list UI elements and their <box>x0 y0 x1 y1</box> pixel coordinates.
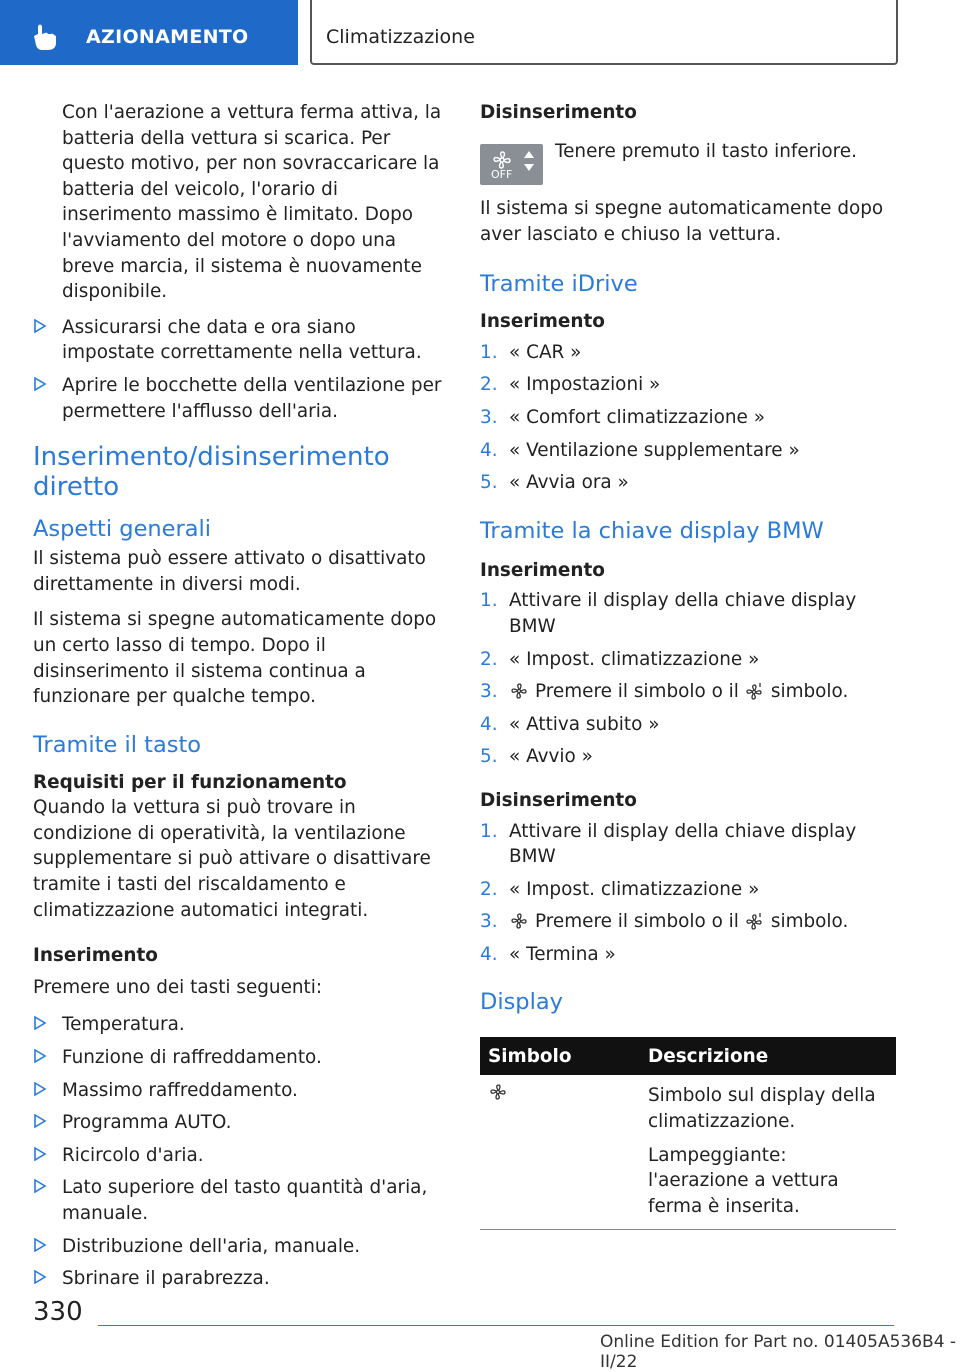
off-key-label: OFF <box>491 168 513 181</box>
idrive-on-heading: Inserimento <box>480 311 605 333</box>
list-item: 5. « Avvio » <box>480 746 593 768</box>
fan-icon <box>509 682 529 700</box>
subsection-heading: Tramite il tasto <box>33 731 202 758</box>
triangle-bullet-icon <box>33 1270 47 1284</box>
list-item: Temperatura. <box>33 1012 451 1038</box>
list-item: 1. Attivare il display della chiave display BMW <box>480 820 857 868</box>
list-item: 3. Premere il simbolo o il simbolo. <box>480 681 849 703</box>
table-header-description: Descrizione <box>640 1037 896 1075</box>
list-item: 2. « Impostazioni » <box>480 374 661 396</box>
key-off-heading: Disinserimento <box>480 789 637 811</box>
subsection-heading: Display <box>480 989 563 1016</box>
list-item: Sbrinare il parabrezza. <box>33 1266 451 1292</box>
general-paragraph-2: Il sistema si spegne automaticamente dopo un certo lasso di tempo. Dopo il disinserimento il sistema continua a funzionare per qualche tempo. <box>33 609 437 708</box>
list-item: Massimo raffreddamento. <box>33 1078 451 1104</box>
list-item: Assicurarsi che data e ora siano impostate correttamente nella vettura. <box>33 315 451 366</box>
list-item: 2. « Impost. climatizzazione » <box>480 878 760 900</box>
header-tabs <box>0 0 960 66</box>
section-heading: Inserimento/disinserimento diretto <box>33 442 390 503</box>
display-table <box>480 1037 896 1230</box>
triangle-bullet-icon <box>33 1049 47 1063</box>
switch-off-heading: Disinserimento <box>480 102 637 123</box>
triangle-bullet-icon <box>33 1238 47 1252</box>
subsection-heading: Tramite la chiave display BMW <box>480 517 824 544</box>
tab-climate-label: Climatizzazione <box>326 26 475 48</box>
list-item: Programma AUTO. <box>33 1110 451 1136</box>
edition-footer: Online Edition for Part no. 01405A536B4 - II/22 <box>600 1332 957 1372</box>
fan-off-key <box>480 144 543 185</box>
table-row <box>480 1075 896 1229</box>
list-item: Distribuzione dell'aria, manuale. <box>33 1234 451 1260</box>
triangle-bullet-icon <box>33 1082 47 1096</box>
fan-icon <box>509 912 529 930</box>
fan-icon <box>488 1083 508 1101</box>
list-item: 3. « Comfort climatizzazione » <box>480 406 765 428</box>
list-item: 2. « Impost. climatizzazione » <box>480 648 760 670</box>
list-item: 4. « Ventilazione supplementare » <box>480 439 800 461</box>
tab-operation-label: AZIONAMENTO <box>86 26 249 48</box>
table-cell-symbol <box>480 1075 640 1229</box>
list-item: 4. « Termina » <box>480 943 616 965</box>
list-item: 3. Premere il simbolo o il simbolo. <box>480 911 849 933</box>
list-item: 4. « Attiva subito » <box>480 713 660 735</box>
triangle-bullet-icon <box>33 1147 47 1161</box>
fan-icon <box>490 150 514 170</box>
key-on-heading: Inserimento <box>480 559 605 581</box>
arrows-up-down-icon <box>523 150 535 178</box>
switch-off-text: Tenere premuto il tasto inferiore. <box>555 141 857 162</box>
list-item: Funzione di raffreddamento. <box>33 1045 451 1071</box>
triangle-bullet-icon <box>33 1016 47 1030</box>
general-paragraph-1: Il sistema può essere attivato o disattivato direttamente in diversi modi. <box>33 548 426 595</box>
table-header-symbol: Simbolo <box>480 1037 640 1075</box>
triangle-bullet-icon <box>33 377 47 391</box>
list-item: 1. Attivare il display della chiave display BMW <box>480 590 857 637</box>
intro-paragraph: Con l'aerazione a vettura ferma attiva, la batteria della vettura si scarica. Per questo motivo, per non sovraccaricare la batteria del veicolo, l'orario di inserimento massimo è limitato. Dopo l'avviamento del motore o dopo una breve marcia, il sistema è nuovamente disponibile. <box>62 102 442 303</box>
requirements-heading: Requisiti per il funzionamento <box>33 771 347 793</box>
fan-timer-icon <box>745 682 765 700</box>
hand-pointer-icon <box>28 22 62 52</box>
list-item: 1. « CAR » <box>480 341 582 363</box>
subsection-heading: Aspetti generali <box>33 516 212 543</box>
page-number: 330 <box>33 1297 83 1327</box>
left-column <box>33 100 451 1299</box>
table-cell-description: Simbolo sul display della climatizzazione. Lampeggiante: l'aerazione a vettura ferma è inserita. <box>648 1085 876 1217</box>
footer-divider <box>98 1325 894 1326</box>
tab-climate <box>310 0 898 65</box>
triangle-bullet-icon <box>33 1114 47 1128</box>
triangle-bullet-icon <box>33 1179 47 1193</box>
tab-operation <box>0 0 298 65</box>
switch-off-paragraph: Il sistema si spegne automaticamente dopo aver lasciato e chiuso la vettura. <box>480 198 884 245</box>
right-column <box>480 100 896 1230</box>
list-item: Aprire le bocchette della ventilazione per permettere l'afflusso dell'aria. <box>33 373 451 424</box>
switch-on-paragraph: Premere uno dei tasti seguenti: <box>33 976 323 998</box>
list-item: 5. « Avvia ora » <box>480 472 629 494</box>
switch-on-heading: Inserimento <box>33 945 158 967</box>
subsection-heading: Tramite iDrive <box>480 271 638 298</box>
fan-timer-icon <box>745 912 765 930</box>
requirements-paragraph: Quando la vettura si può trovare in condizione di operatività, la ventilazione supplementare si può attivare o disattivare tramite i tasti del riscaldamento e climatizzazione automatici integrati. <box>33 797 431 921</box>
list-item: Ricircolo d'aria. <box>33 1143 451 1169</box>
list-item: Lato superiore del tasto quantità d'aria, manuale. <box>33 1175 451 1226</box>
switch-off-block <box>480 100 896 186</box>
triangle-bullet-icon <box>33 319 47 333</box>
